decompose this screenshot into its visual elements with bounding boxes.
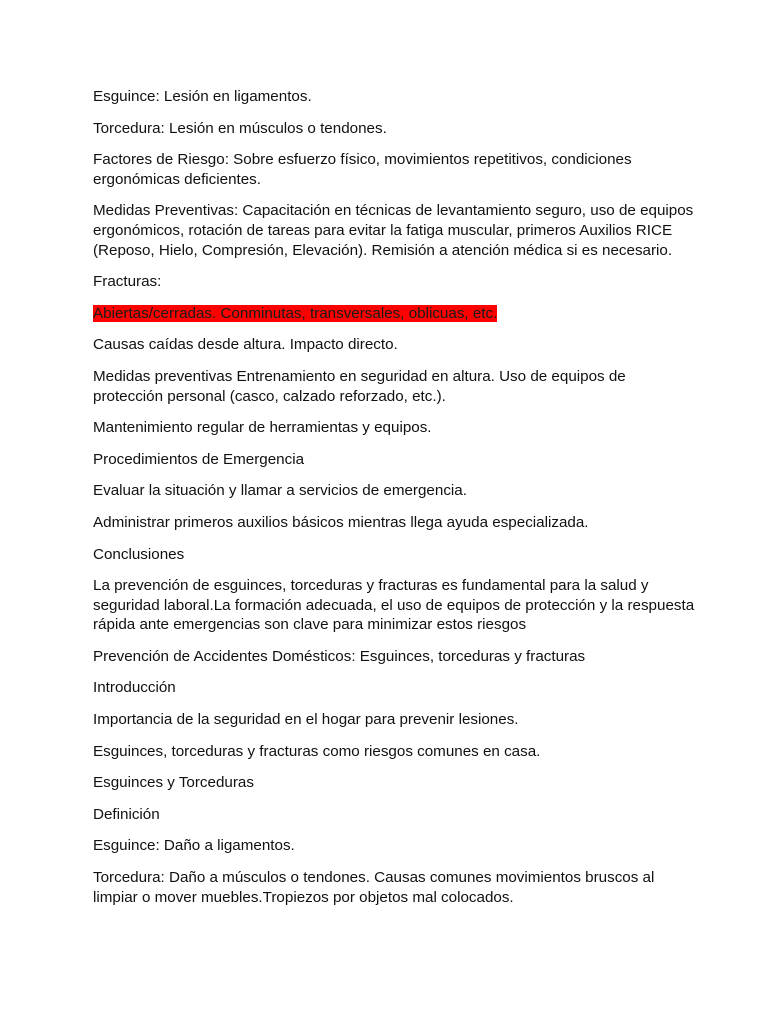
paragraph-fracture-types-highlighted — [93, 304, 698, 324]
paragraph-evaluate-situation: Evaluar la situación y llamar a servicios de emergencia. — [93, 482, 467, 500]
paragraph-torcedura-definition: Torcedura: Lesión en músculos o tendones. — [93, 119, 387, 137]
paragraph-home-safety: Importancia de la seguridad en el hogar para prevenir lesiones. — [93, 711, 519, 729]
paragraph-fracture-prevention: Medidas preventivas Entrenamiento en seguridad en altura. Uso de equipos de protección personal (casco, calzado reforzado, etc.). — [93, 367, 626, 405]
paragraph-conclusions-body: La prevención de esguinces, torceduras y fracturas es fundamental para la salud y seguridad laboral.La formación adecuada, el uso de equipos de protección y la respuesta rápida ante emergencias son clave para minimizar estos riesgos — [93, 577, 695, 634]
paragraph-emergency-procedures-heading: Procedimientos de Emergencia — [93, 450, 305, 468]
paragraph-esguince-damage: Esguince: Daño a ligamentos. — [93, 837, 295, 855]
paragraph-fractures-heading: Fracturas: — [93, 273, 162, 291]
paragraph-domestic-accidents-title: Prevención de Accidentes Domésticos: Esguinces, torceduras y fracturas — [93, 647, 586, 665]
paragraph-first-aid: Administrar primeros auxilios básicos mientras llega ayuda especializada. — [93, 513, 589, 531]
paragraph-definition-heading: Definición — [93, 805, 160, 823]
paragraph-conclusions-heading: Conclusiones — [93, 545, 185, 563]
paragraph-risk-factors: Factores de Riesgo: Sobre esfuerzo físico, movimientos repetitivos, condiciones ergonómicas deficientes. — [93, 151, 632, 188]
paragraph-esguince-definition: Esguince: Lesión en ligamentos. — [93, 88, 312, 105]
paragraph-maintenance: Mantenimiento regular de herramientas y equipos. — [93, 419, 432, 437]
paragraph-torcedura-damage: Torcedura: Daño a músculos o tendones. Causas comunes movimientos bruscos al limpiar o mover muebles.Tropiezos por objetos mal colocados. — [93, 869, 655, 906]
paragraph-introduction-heading: Introducción — [93, 679, 176, 697]
paragraph-preventive-measures: Medidas Preventivas: Capacitación en técnicas de levantamiento seguro, uso de equipos ergonómicos, rotación de tareas para evitar la fatiga muscular, primeros Auxilios RICE (Reposo, Hielo, Compresión, Elevación). Remisión a atención médica si es necesario. — [93, 202, 694, 259]
paragraph-sprains-strains-heading: Esguinces y Torceduras — [93, 774, 254, 792]
paragraph-fracture-causes: Causas caídas desde altura. Impacto directo. — [93, 336, 398, 354]
paragraph-common-risks: Esguinces, torceduras y fracturas como riesgos comunes en casa. — [93, 742, 541, 760]
highlighted-text: Abiertas/cerradas. Conminutas, transversales, oblicuas, etc. — [93, 304, 498, 322]
